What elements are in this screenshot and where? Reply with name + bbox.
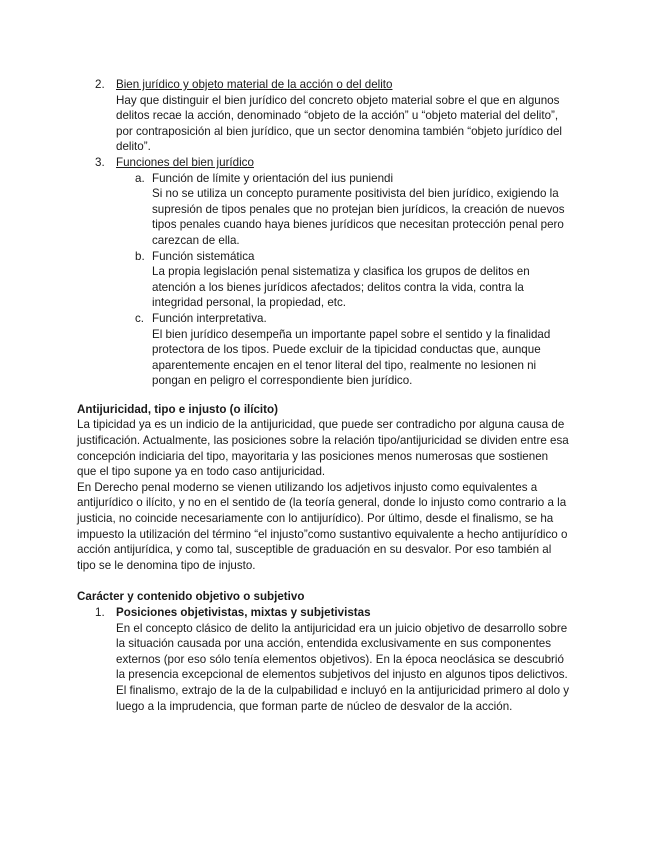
paragraph-line: la situación causada por una acción, entendida exclusivamente en sus componentes (116, 637, 552, 651)
paragraph-line: concepción indiciaria del tipo, mayoritaria y las posiciones menos numerosas que sostienen (77, 449, 549, 463)
list-item (77, 155, 597, 171)
paragraph-line: tipos penales cuando haya bienes jurídicos que necesitan protección penal pero (152, 218, 564, 232)
paragraph-line: luego a la imprudencia, que forman parte de núcleo de desvalor de la acción. (116, 699, 513, 713)
paragraph-line: El finalismo, extrajo de la de la culpabilidad e incluyó en la antijuricidad primero al dolo y (116, 683, 570, 697)
paragraph-line: En el concepto clásico de delito la antijuricidad era un juicio objetivo de desarrollo sobre (116, 621, 568, 635)
list-item-title: Bien jurídico y objeto material de la acción o del delito (116, 78, 393, 91)
section-heading: Carácter y contenido objetivo o subjetivo (77, 590, 305, 604)
paragraph-line: pongan en peligro el correspondiente bien jurídico. (152, 374, 413, 388)
list-marker: b. (135, 249, 145, 263)
paragraph-line: impuesto la utilización del término “el injusto”como sustantivo equivalente a hecho antijurídico o (77, 527, 568, 541)
paragraph-line: por contraposición al bien jurídico, que un sector denomina también “objeto jurídico del (116, 124, 562, 138)
paragraph-line: justicia, no coincide necesariamente con lo antijurídico). Por último, desde el finalismo, se ha (77, 512, 554, 526)
section-heading: Antijuricidad, tipo e injusto (o ilícito) (77, 402, 278, 416)
section-antijuricidad (77, 402, 597, 574)
paragraph-line: La tipicidad ya es un indicio de la antijuricidad, que puede ser contradicho por alguna causa de (77, 418, 565, 432)
paragraph-line: que el tipo supone ya en todo caso antijuricidad. (77, 465, 326, 479)
paragraph-line: acción antijurídica, y como tal, susceptible de graduación en su desvalor. Por eso también al (77, 543, 552, 557)
list-marker: 3. (95, 155, 105, 169)
list-marker: 1. (95, 606, 105, 619)
paragraph-line: integridad personal, la propiedad, etc. (152, 296, 347, 310)
paragraph-line: aparentemente encajen en el tenor literal del tipo, realmente no lesionen ni (152, 358, 537, 372)
paragraph-line: delitos recae la acción, denominado “objeto de la acción” u “objeto material del delito”, (116, 109, 559, 123)
document-page (77, 77, 597, 714)
paragraph-line: En Derecho penal moderno se vienen utilizando los adjetivos injusto como equivalentes a (77, 480, 538, 494)
paragraph-line: La propia legislación penal sistematiza y clasifica los grupos de delitos en (152, 265, 530, 279)
section-body (77, 605, 597, 714)
list-marker: 2. (95, 78, 105, 91)
section-body (77, 417, 597, 573)
paragraph-line: protectora de los tipos. Puede excluir de la tipicidad conductas que, aunque (152, 343, 541, 357)
list-item-title: Función de límite y orientación del ius puniendi (152, 171, 394, 185)
paragraph-line: Si no se utiliza un concepto puramente positivista del bien jurídico, exigiendo la (152, 187, 559, 201)
paragraph-line: antijurídico o ilícito, y no en el sentido de (la teoría general, donde lo injusto como contrario a la (77, 496, 567, 510)
paragraph-line: carezcan de ella. (152, 233, 240, 247)
paragraph-line: delito”. (116, 140, 151, 154)
section-bien-juridico (77, 77, 597, 389)
paragraph-line: El bien jurídico desempeña un importante papel sobre el sentido y la finalidad (152, 327, 551, 341)
list-item (77, 249, 597, 311)
list-marker: a. (135, 171, 145, 185)
list-item-title: Posiciones objetivistas, mixtas y subjetivistas (116, 606, 371, 619)
paragraph-line: la presencia excepcional de elementos subjetivos del injusto en algunos tipos delictivos. (116, 668, 568, 682)
paragraph-line: atención a los bienes jurídicos afectados; delitos contra la vida, contra la (152, 280, 524, 294)
paragraph-line: externos (por eso sólo tenía elementos objetivos). En la época neoclásica se descubrió (116, 652, 564, 666)
list-item (77, 77, 597, 155)
list-item (77, 311, 597, 389)
list-item-title: Función interpretativa. (152, 311, 267, 325)
list-item (77, 171, 597, 249)
list-item (77, 605, 597, 714)
list-marker: c. (135, 311, 145, 325)
list-item-title: Función sistemática (152, 249, 255, 263)
paragraph-line: Hay que distinguir el bien jurídico del concreto objeto material sobre el que en algunos (116, 93, 560, 107)
paragraph-line: tipo se le denomina tipo de injusto. (77, 558, 256, 572)
section-caracter (77, 589, 597, 714)
paragraph-line: justificación. Actualmente, las posiciones sobre la relación tipo/antijuricidad se dividen entre esa (77, 434, 569, 448)
paragraph-line: supresión de tipos penales que no protejan bien jurídicos, la creación de nuevos (152, 202, 565, 216)
list-item-title: Funciones del bien jurídico (116, 155, 254, 169)
